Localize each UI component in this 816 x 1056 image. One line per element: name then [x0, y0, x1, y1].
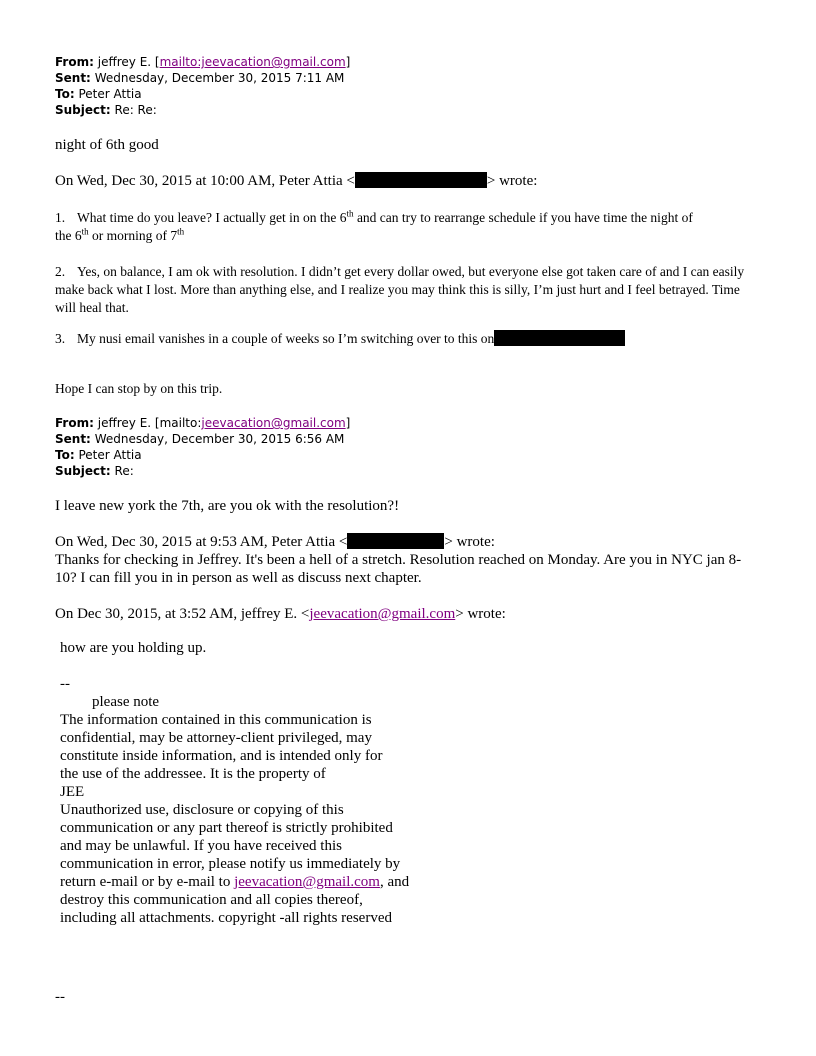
email-link[interactable]: jeevacation@gmail.com [234, 874, 380, 890]
subject-line: Subject: Re: [55, 464, 134, 478]
item-3: 3. My nusi email vanishes in a couple of weeks so I’m switching over to this on [55, 330, 625, 348]
redaction-box [347, 533, 444, 549]
sent-line: Sent: Wednesday, December 30, 2015 6:56 AM [55, 432, 345, 446]
quote-block-2 [55, 533, 755, 587]
item-2: 2. Yes, on balance, I am ok with resolution. I didn’t get every dollar owed, but everyone else got taken care of and I can easily make back what I lost. More than anything else, and I realize you may think this is silly, I’m just hurt and I feel betrayed. Time will heal that. [55, 264, 745, 315]
email-link[interactable]: jeevacation@gmail.com [201, 416, 346, 430]
quote-header-1: On Wed, Dec 30, 2015 at 10:00 AM, Peter Attia < > wrote: [55, 173, 538, 189]
quote-header-2: On Wed, Dec 30, 2015 at 9:53 AM, Peter Attia < > wrote: [55, 534, 495, 550]
quote-body-2: Thanks for checking in Jeffrey. It's been a hell of a stretch. Resolution reached on Monday. Are you in NYC jan 8-10? I can fill you in in person as well as discuss next chapter. [55, 552, 742, 586]
email-header-1 [55, 54, 350, 118]
redaction-box [355, 172, 487, 188]
reply-text-1: night of 6th good [55, 137, 159, 153]
email-link[interactable]: jeevacation@gmail.com [309, 606, 456, 622]
reply-text-3: how are you holding up. [60, 640, 207, 656]
hope-text: Hope I can stop by on this trip. [55, 381, 223, 396]
to-line: To: Peter Attia [55, 87, 142, 101]
quote-header-3: On Dec 30, 2015, at 3:52 AM, jeffrey E. <jeevacation@gmail.com> wrote: [55, 606, 506, 622]
to-line: To: Peter Attia [55, 448, 142, 462]
from-line: From: jeffrey E. [mailto:jeevacation@gmail.com] [55, 416, 351, 430]
subject-line: Subject: Re: Re: [55, 103, 157, 117]
item-1: 1. What time do you leave? I actually get in on the 6th and can try to rearrange schedule if you have time the night of the 6th or morning of 7th [55, 208, 693, 243]
from-line: From: jeffrey E. [mailto:jeevacation@gmail.com] [55, 55, 351, 69]
sent-line: Sent: Wednesday, December 30, 2015 7:11 AM [55, 71, 345, 85]
mailto-link[interactable]: mailto:jeevacation@gmail.com [159, 55, 346, 69]
signature-disclaimer: -- please note The information contained in this communication is confidential, may be attorney-client privileged, may constitute inside information, and is intended only for the use of the addressee. It is the property of JEE Unauthorized use, disclosure or copying of this communication or any part thereof is strictly prohibited and may be unlawful. If you have received this communication in error, please notify us immediately by return e-mail or by e-mail to jeevacation@gmail.com, and destroy this communication and all copies thereof, including all attachments. copyright -all rights reserved [60, 676, 410, 926]
reply-text-2: I leave new york the 7th, are you ok with the resolution?! [55, 498, 400, 514]
email-header-2 [55, 415, 350, 479]
redaction-box [494, 330, 625, 346]
footer-dashes: -- [55, 989, 65, 1005]
